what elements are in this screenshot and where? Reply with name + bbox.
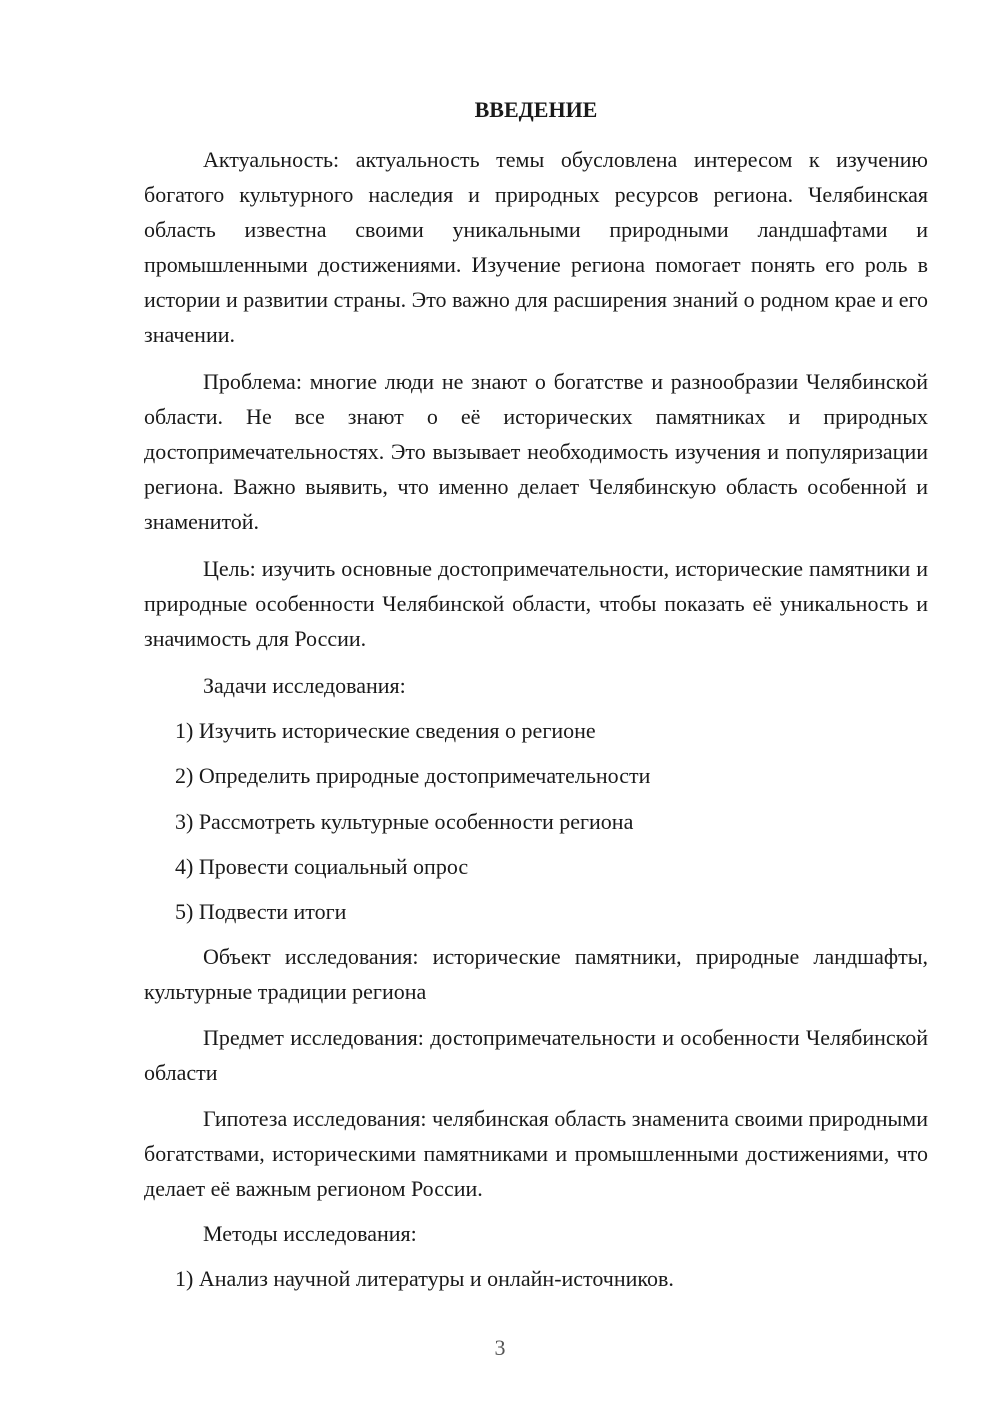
page-number: 3 [494,1335,506,1360]
problem-paragraph: Проблема: многие люди не знают о богатстве и разнообразии Челябинской области. Не все знают о её исторических памятниках и природных достопримечательностях. Это вызывает необходимость изучения и популяризации региона. Важно выявить, что именно делает Челябинскую область особенной и знаменитой. [144,369,928,534]
task-item-3: 3) Рассмотреть культурные особенности региона [175,809,634,834]
object-paragraph: Объект исследования: исторические памятники, природные ландшафты, культурные традиции региона [144,944,928,1004]
subject-paragraph: Предмет исследования: достопримечательности и особенности Челябинской области [144,1025,928,1085]
goal-paragraph: Цель: изучить основные достопримечательности, исторические памятники и природные особенности Челябинской области, чтобы показать её уникальность и значимость для России. [144,556,928,651]
methods-heading: Методы исследования: [203,1221,417,1246]
relevance-paragraph: Актуальность: актуальность темы обусловлена интересом к изучению богатого культурного наследия и природных ресурсов региона. Челябинская область известна своими уникальными природными ландшафтами и промышленными достижениями. Изучение региона помогает понять его роль в истории и развитии страны. Это важно для расширения знаний о родном крае и его значении. [144,147,928,347]
document-page [144,0,928,1414]
method-item-1: 1) Анализ научной литературы и онлайн-источников. [175,1266,674,1291]
tasks-heading: Задачи исследования: [203,673,406,698]
task-item-5: 5) Подвести итоги [175,899,347,924]
hypothesis-paragraph: Гипотеза исследования: челябинская область знаменита своими природными богатствами, историческими памятниками и промышленными достижениями, что делает её важным регионом России. [144,1106,928,1201]
task-item-1: 1) Изучить исторические сведения о регионе [175,718,596,743]
task-item-2: 2) Определить природные достопримечательности [175,763,651,788]
page-title: ВВЕДЕНИЕ [474,97,598,122]
task-item-4: 4) Провести социальный опрос [175,854,469,879]
